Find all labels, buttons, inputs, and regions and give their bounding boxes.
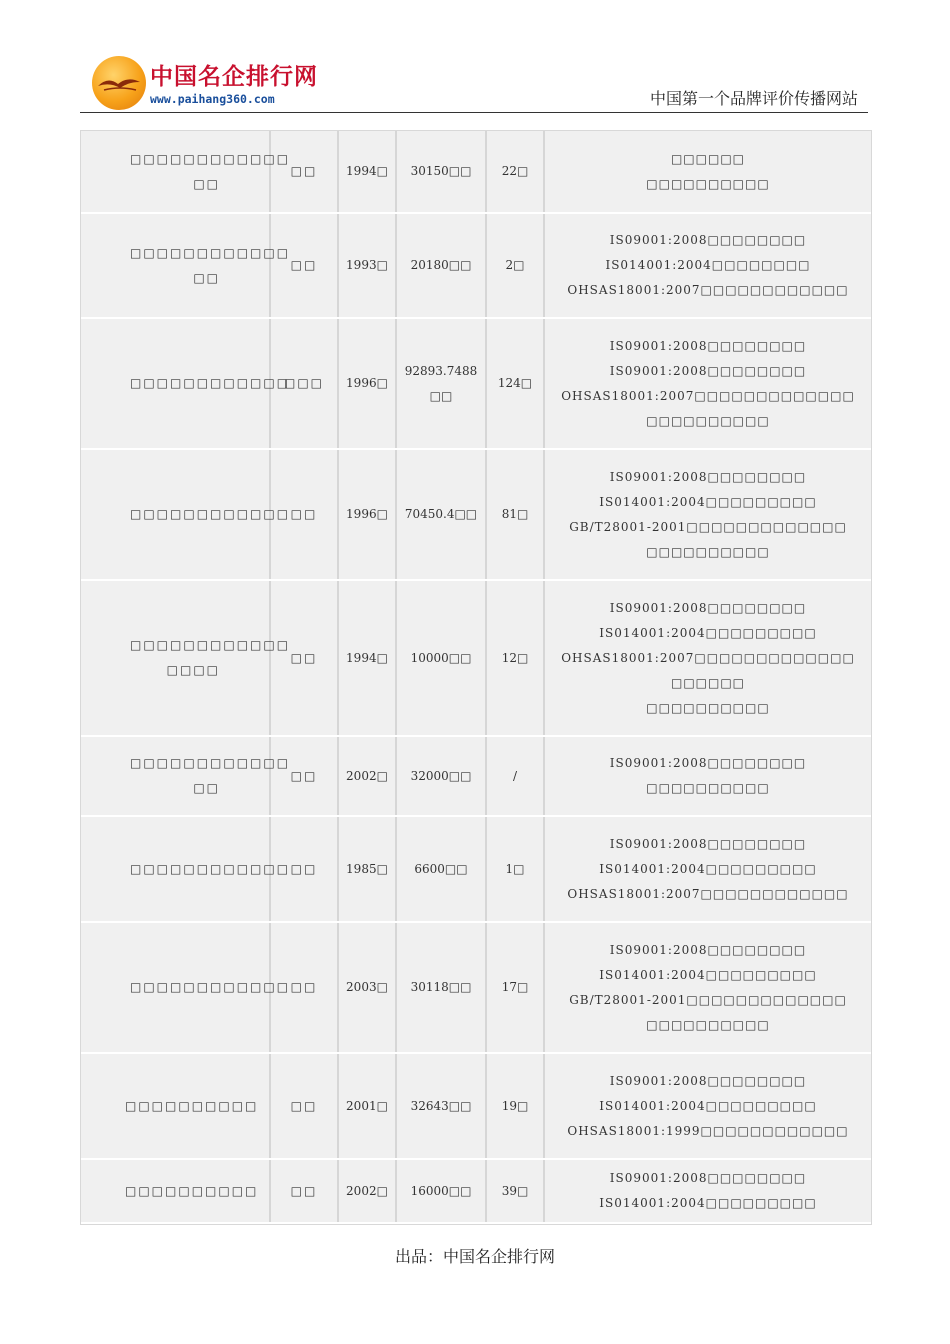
certification-line: GB/T28001-2001□□□□□□□□□□□□□ [569,992,847,1007]
certifications-list [567,228,848,303]
certifications-cell [545,319,871,448]
certifications-list [610,751,806,801]
sun-bird-logo-icon [92,56,146,110]
employee-count-cell [487,319,545,448]
founded-year-cell [339,131,397,212]
founded-year: 2003□ [346,980,388,994]
registered-capital: 30118□□ [410,980,472,994]
company-type-cell [271,1054,339,1158]
employee-count-cell [487,131,545,212]
certifications-cell [545,817,871,921]
site-tagline: 中国第一个品牌评价传播网站 [649,89,858,108]
registered-capital-cell [397,319,487,448]
certifications-list [567,1069,848,1144]
registered-capital-cell [397,581,487,735]
certification-line: □□□□□□ [670,675,746,690]
company-name-cell [81,131,291,212]
founded-year: 1993□ [346,258,388,272]
company-type: □□ [290,164,318,178]
certification-line: IS014001:2004□□□□□□□□□ [599,1196,817,1210]
certifications-cell [545,131,871,212]
company-name-cell [81,1160,271,1222]
registered-capital-cell [397,737,487,815]
certification-line: IS014001:2004□□□□□□□□□ [599,494,817,509]
table-row [81,450,871,581]
founded-year-cell [339,923,397,1052]
registered-capital-cell [397,1160,487,1222]
logo-url: www.paihang360.com [150,92,275,106]
company-type: □□ [290,650,318,665]
table-row [81,923,871,1054]
certification-line: □□□□□□□□□□ [646,176,770,191]
company-name-cell [81,923,291,1052]
company-name: □□□□□□□□□□□□ [130,376,291,390]
certification-line: IS09001:2008□□□□□□□□ [609,1171,807,1185]
company-name: □□□□□□□□□□□□ [130,861,291,876]
founded-year: 1994□ [346,650,388,665]
certifications-list [561,334,855,434]
founded-year: 1994□ [346,164,388,178]
company-name: □□□□□□□□□□□□ □□ [130,151,291,191]
company-type-cell [271,214,339,317]
employee-count-cell [487,1160,545,1222]
certification-line: IS09001:2008□□□□□□□□ [609,469,807,484]
company-type: □□□ [283,376,324,390]
registered-capital: 30150□□ [410,164,472,178]
certification-line: OHSAS18001:1999□□□□□□□□□□□□ [567,1123,849,1138]
certification-line: □□□□□□□□□□ [646,413,770,428]
founded-year-cell [339,319,397,448]
founded-year-cell [339,1160,397,1222]
employee-count: 124□ [497,376,533,390]
table-row [81,737,871,817]
employee-count-cell [487,817,545,921]
company-type: □□ [290,861,318,876]
certification-line: □□□□□□□□□□ [646,544,770,559]
certification-line: IS09001:2008□□□□□□□□ [609,1073,807,1088]
employee-count-cell [487,581,545,735]
registered-capital-cell [397,817,487,921]
employee-count-cell [487,450,545,579]
company-name-cell [81,817,291,921]
certifications-list [561,596,855,721]
table-row [81,319,871,450]
company-name-cell [81,319,291,448]
certification-line: IS09001:2008□□□□□□□□ [609,756,807,770]
company-name-cell [81,214,291,317]
employee-count: 1□ [505,861,525,876]
certification-line: □□□□□□□□□□ [646,1017,770,1032]
founded-year-cell [339,1054,397,1158]
company-name-cell [81,581,291,735]
registered-capital-cell [397,214,487,317]
employee-count: 81□ [501,507,529,521]
company-type: □□ [290,258,318,272]
company-name: □□□□□□□□□□ [125,1098,259,1113]
employee-count: / [512,768,518,783]
registered-capital: 70450.4□□ [404,507,478,521]
company-type: □□ [290,980,318,994]
registered-capital: 92893.7488□□ [404,363,478,403]
table-row [81,131,871,214]
table-row [81,214,871,319]
certifications-list [646,147,769,197]
company-type-cell [271,450,339,579]
employee-count: 22□ [501,164,529,178]
company-name: □□□□□□□□□□□□ □□ [130,245,291,285]
site-logo[interactable] [92,54,352,112]
registered-capital: 20180□□ [410,258,472,272]
certifications-list [567,832,848,907]
certification-line: IS09001:2008□□□□□□□□ [609,363,807,378]
employee-count: 19□ [501,1098,529,1113]
registered-capital-cell [397,131,487,212]
certification-line: □□□□□□□□□□ [646,781,770,795]
founded-year: 1996□ [346,507,388,521]
certifications-cell [545,214,871,317]
employee-count: 2□ [505,258,525,272]
company-name: □□□□□□□□□□□□ [130,980,291,994]
employee-count-cell [487,923,545,1052]
company-type: □□ [290,1183,318,1198]
certification-line: OHSAS18001:2007□□□□□□□□□□□□□ [561,388,855,403]
certification-line: □□□□□□□□□□ [646,700,770,715]
company-type-cell [271,319,339,448]
company-name-cell [81,737,291,815]
employee-count: 17□ [501,980,529,994]
company-type: □□ [290,768,318,783]
certification-line: IS09001:2008□□□□□□□□ [609,338,807,353]
registered-capital: 32643□□ [410,1098,472,1113]
employee-count-cell [487,1054,545,1158]
certification-line: IS09001:2008□□□□□□□□ [609,836,807,851]
certification-line: IS014001:2004□□□□□□□□□ [599,861,817,876]
company-name-cell [81,450,291,579]
founded-year-cell [339,581,397,735]
certification-line: IS014001:2004□□□□□□□□ [605,258,811,272]
founded-year-cell [339,450,397,579]
certifications-cell [545,923,871,1052]
company-type: □□ [290,507,318,521]
certifications-list [569,938,847,1038]
registered-capital: 6600□□ [414,861,468,876]
certifications-cell [545,737,871,815]
certifications-cell [545,581,871,735]
company-name-cell [81,1054,271,1158]
registered-capital: 10000□□ [410,650,472,665]
certification-line: IS014001:2004□□□□□□□□□ [599,1098,817,1113]
certifications-list [599,1166,816,1216]
founded-year: 2002□ [346,768,388,783]
registered-capital-cell [397,450,487,579]
founded-year-cell [339,214,397,317]
certification-line: OHSAS18001:2007□□□□□□□□□□□□ [567,283,849,297]
certifications-cell [545,1054,871,1158]
company-type-cell [271,1160,339,1222]
company-type-cell [271,581,339,735]
company-name: □□□□□□□□□□ [125,1183,259,1198]
employee-count-cell [487,737,545,815]
certification-line: IS09001:2008□□□□□□□□ [609,600,807,615]
founded-year-cell [339,737,397,815]
registered-capital: 16000□□ [410,1183,472,1198]
table-row [81,1160,871,1224]
company-type-cell [271,131,339,212]
certification-line: IS014001:2004□□□□□□□□□ [599,625,817,640]
founded-year: 2001□ [346,1098,388,1113]
founded-year: 2002□ [346,1183,388,1198]
certification-line: IS09001:2008□□□□□□□□ [609,233,807,247]
certification-line: GB/T28001-2001□□□□□□□□□□□□□ [569,519,847,534]
logo-title: 中国名企排行网 [150,64,318,90]
certification-line: IS09001:2008□□□□□□□□ [609,942,807,957]
company-table [80,130,872,1225]
table-row [81,1054,871,1160]
company-name: □□□□□□□□□□□□ □□ [130,756,291,795]
certification-line: □□□□□□ [670,151,745,166]
employee-count: 12□ [501,650,529,665]
table-row [81,581,871,737]
certification-line: OHSAS18001:2007□□□□□□□□□□□□□ [561,650,855,665]
founded-year: 1985□ [346,861,388,876]
certification-line: IS014001:2004□□□□□□□□□ [599,967,817,982]
page-header [80,50,868,114]
founded-year: 1996□ [346,376,388,390]
registered-capital-cell [397,1054,487,1158]
page-footer: 出品：中国名企排行网 [394,1247,555,1266]
company-type-cell [271,923,339,1052]
employee-count-cell [487,214,545,317]
header-divider [80,112,868,113]
founded-year-cell [339,817,397,921]
certifications-cell [545,1160,871,1222]
company-type-cell [271,737,339,815]
registered-capital-cell [397,923,487,1052]
company-name: □□□□□□□□□□□□ [130,507,291,521]
certifications-list [569,465,847,565]
company-type-cell [271,817,339,921]
table-row [81,817,871,923]
registered-capital: 32000□□ [410,768,472,783]
company-type: □□ [290,1098,318,1113]
company-name: □□□□□□□□□□□□ □□□□ [130,638,291,677]
certifications-cell [545,450,871,579]
employee-count: 39□ [501,1183,529,1198]
certification-line: OHSAS18001:2007□□□□□□□□□□□□ [567,886,849,901]
